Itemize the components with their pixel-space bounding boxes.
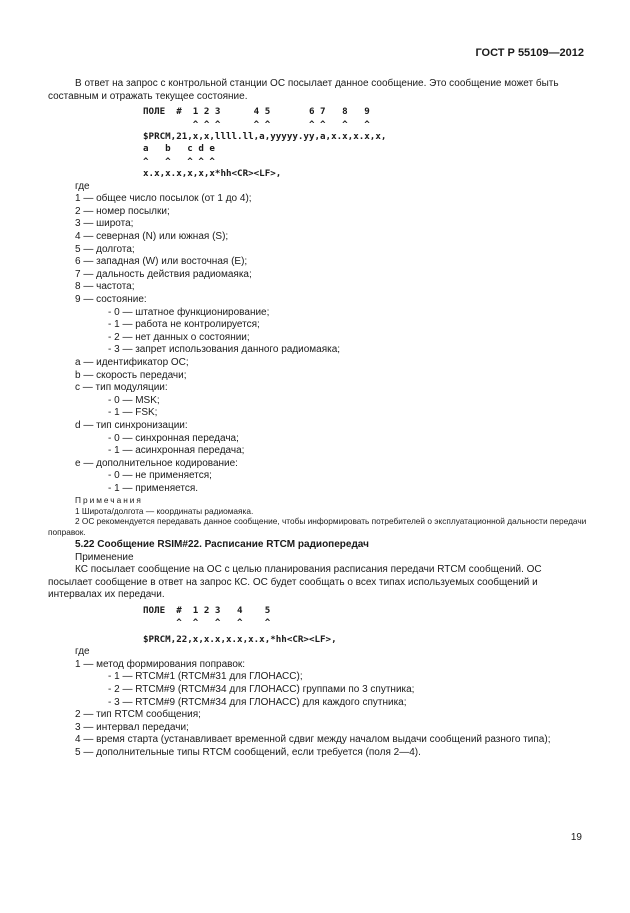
field-item: 1 — общее число посылок (от 1 до 4); (75, 193, 252, 205)
sub-item: - 1 — работа не контролируется; (108, 319, 260, 331)
field-item: 2 — тип RTCM сообщения; (75, 709, 201, 721)
section-heading: 5.22 Сообщение RSIM#22. Расписание RTCM радиопередач (75, 539, 369, 551)
field-item: с — тип модуляции: (75, 382, 168, 394)
application-label: Применение (75, 551, 134, 563)
format-line: a b c d e (143, 143, 215, 155)
field-item: 3 — широта; (75, 218, 134, 230)
field-item: d — тип синхронизации: (75, 419, 188, 431)
format-line: ^ ^ ^ ^ ^ (143, 155, 215, 167)
where-label: где (75, 180, 90, 192)
sub-item: - 1 — асинхронная передача; (108, 445, 245, 457)
field-item: 9 — состояние: (75, 293, 147, 305)
standard-code: ГОСТ Р 55109—2012 (475, 47, 584, 59)
page-content (48, 78, 588, 760)
field-item: 4 — время старта (устанавливает временной сдвиг между началом выдачи сообщений разного типа); (75, 734, 551, 746)
field-item: 2 — номер посылки; (75, 205, 170, 217)
field-item: 5 — дополнительные типы RTCM сообщений, если требуется (поля 2—4). (75, 747, 421, 759)
field-item: 7 — дальность действия радиомаяка; (75, 268, 252, 280)
format-line: ПОЛЕ # 1 2 3 4 5 6 7 8 9 (143, 106, 370, 118)
sub-item: - 1 — применяется. (108, 482, 199, 494)
sub-item: - 1 — FSK; (108, 407, 158, 419)
format-line: x.x,x.x,x,x,x*hh<CR><LF>, (143, 168, 282, 180)
field-item: b — скорость передачи; (75, 369, 187, 381)
field-item: 1 — метод формирования поправок: (75, 658, 246, 670)
intro-paragraph: В ответ на запрос с контрольной станции ОС посылает данное сообщение. Это сообщение может быть составным и отражать текущее состояние. (48, 78, 559, 102)
field-item: 4 — северная (N) или южная (S); (75, 231, 229, 242)
field-item: е — дополнительное кодирование: (75, 457, 238, 469)
field-item: а — идентификатор ОС; (75, 356, 189, 368)
sub-item: - 3 — запрет использования данного радиомаяка; (108, 344, 341, 356)
field-item: 6 — западная (W) или восточная (E); (75, 256, 248, 268)
sub-item: - 3 — RTCM#9 (RTCM#34 для ГЛОНАСС) для каждого спутника; (108, 696, 407, 708)
sub-item: - 0 — синхронная передача; (108, 432, 239, 444)
field-item: 5 — долгота; (75, 243, 135, 255)
note-item: 2 ОС рекомендуется передавать данное сообщение, чтобы информировать потребителей о эксплуатационной дальности передачи поправок. (48, 516, 587, 537)
sub-item: - 1 — RTCM#1 (RTCM#31 для ГЛОНАСС); (108, 671, 303, 683)
sub-item: - 0 — не применяется; (108, 470, 212, 482)
format-line: $PRCM,22,x,x.x,x.x,x.x,*hh<CR><LF>, (143, 633, 337, 645)
sub-item: - 2 — нет данных о состоянии; (108, 331, 250, 343)
format-line: ^ ^ ^ ^ ^ ^ ^ ^ ^ (143, 118, 370, 130)
format-line: ПОЛЕ # 1 2 3 4 5 (143, 605, 271, 617)
sub-item: - 0 — штатное функционирование; (108, 306, 270, 318)
field-item: 8 — частота; (75, 281, 135, 293)
format-line: $PRCM,21,x,x,llll.ll,a,yyyyy.yy,a,x.x,x.x,x, (143, 131, 387, 142)
field-item: 3 — интервал передачи; (75, 721, 189, 733)
where-label: где (75, 646, 90, 658)
format-line: ^ ^ ^ ^ ^ (143, 617, 271, 629)
note-item: 1 Широта/долгота — координаты радиомаяка. (75, 505, 254, 516)
page-number: 19 (570, 832, 582, 843)
notes-title: Примечания (75, 495, 143, 506)
application-paragraph: КС посылает сообщение на ОС с целью планирования расписания передачи RTCM сообщений. ОС посылает сообщение в ответ на запрос КС. ОС будет сообщать о всех типах используемых сообщений и интервалах их передачи. (48, 564, 542, 601)
sub-item: - 0 — MSK; (108, 394, 160, 406)
sub-item: - 2 — RTCM#9 (RTCM#34 для ГЛОНАСС) группами по 3 спутника; (108, 684, 415, 696)
